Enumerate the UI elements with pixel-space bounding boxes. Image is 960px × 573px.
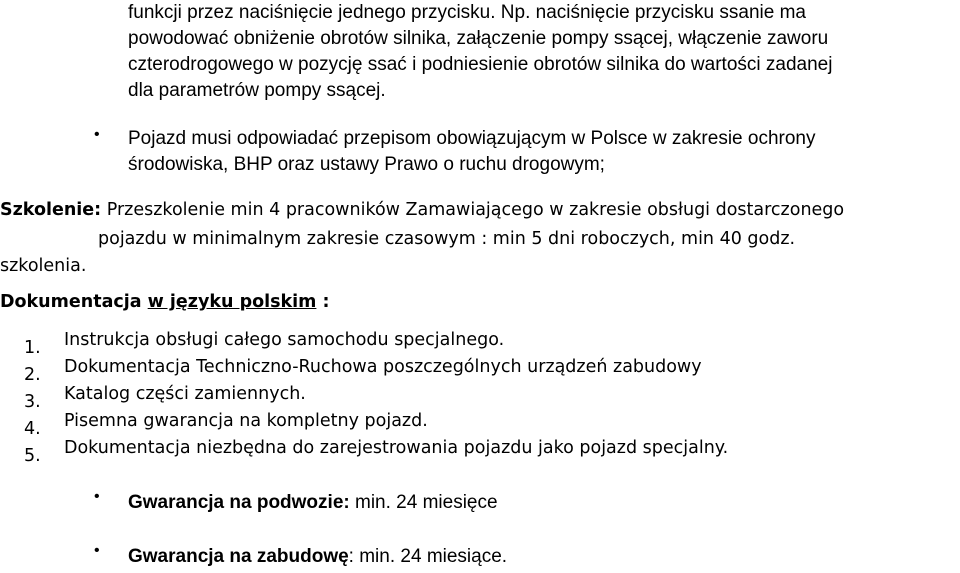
doc-item-number: 4. <box>24 419 41 439</box>
intro-line-2: powodować obniżenie obrotów silnika, załączenie pompy ssącej, włączenie zaworu <box>128 28 829 49</box>
warranty-chassis <box>128 492 498 514</box>
intro-line-1: funkcji przez naciśnięcie jednego przycisku. Np. naciśnięcie przycisku ssanie ma <box>128 2 806 23</box>
intro-line-4: dla parametrów pompy ssącej. <box>128 80 386 101</box>
training-line-1 <box>0 200 844 220</box>
training-line-2: pojazdu w minimalnym zakresie czasowym : min 5 dni roboczych, min 40 godz. <box>98 229 796 249</box>
documentation-heading <box>0 292 330 312</box>
documentation-heading-prefix: Dokumentacja <box>0 292 148 312</box>
bullet-icon: • <box>94 542 100 559</box>
doc-item-text: Dokumentacja niezbędna do zarejestrowania pojazdu jako pojazd specjalny. <box>64 438 729 458</box>
regulation-line-1: Pojazd musi odpowiadać przepisom obowiązującym w Polsce w zakresie ochrony <box>128 128 816 149</box>
doc-item-text: Katalog części zamiennych. <box>64 384 306 404</box>
intro-paragraph <box>128 0 958 104</box>
warranty-chassis-value: min. 24 miesięce <box>349 492 498 513</box>
doc-item-number: 3. <box>24 392 41 412</box>
training-text-1: Przeszkolenie min 4 pracowników Zamawiającego w zakresie obsługi dostarczonego <box>101 200 845 220</box>
warranty-body <box>128 546 507 568</box>
bullet-icon: • <box>94 488 100 505</box>
warranty-body-label: Gwarancja na zabudowę <box>128 546 349 567</box>
intro-line-3: czterodrogowego w pozycję ssać i podniesienie obrotów silnika do wartości zadanej <box>128 54 833 75</box>
doc-item-text: Pisemna gwarancja na kompletny pojazd. <box>64 411 428 431</box>
warranty-chassis-label: Gwarancja na podwozie: <box>128 492 350 513</box>
documentation-heading-underlined: w języku polskim <box>147 292 317 312</box>
doc-item-number: 1. <box>24 338 41 358</box>
regulation-bullet-text <box>128 126 958 178</box>
doc-item-text: Dokumentacja Techniczno-Ruchowa poszczególnych urządzeń zabudowy <box>64 357 702 377</box>
bullet-icon: • <box>94 126 100 143</box>
regulation-line-2: środowiska, BHP oraz ustawy Prawo o ruchu drogowym; <box>128 154 605 175</box>
warranty-body-value: : min. 24 miesiące. <box>348 546 508 567</box>
training-line-3: szkolenia. <box>0 256 87 276</box>
training-label: Szkolenie: <box>0 200 102 220</box>
doc-item-number: 5. <box>24 446 41 466</box>
doc-item-text: Instrukcja obsługi całego samochodu specjalnego. <box>64 330 505 350</box>
documentation-heading-suffix: : <box>316 292 330 312</box>
doc-item-number: 2. <box>24 365 41 385</box>
